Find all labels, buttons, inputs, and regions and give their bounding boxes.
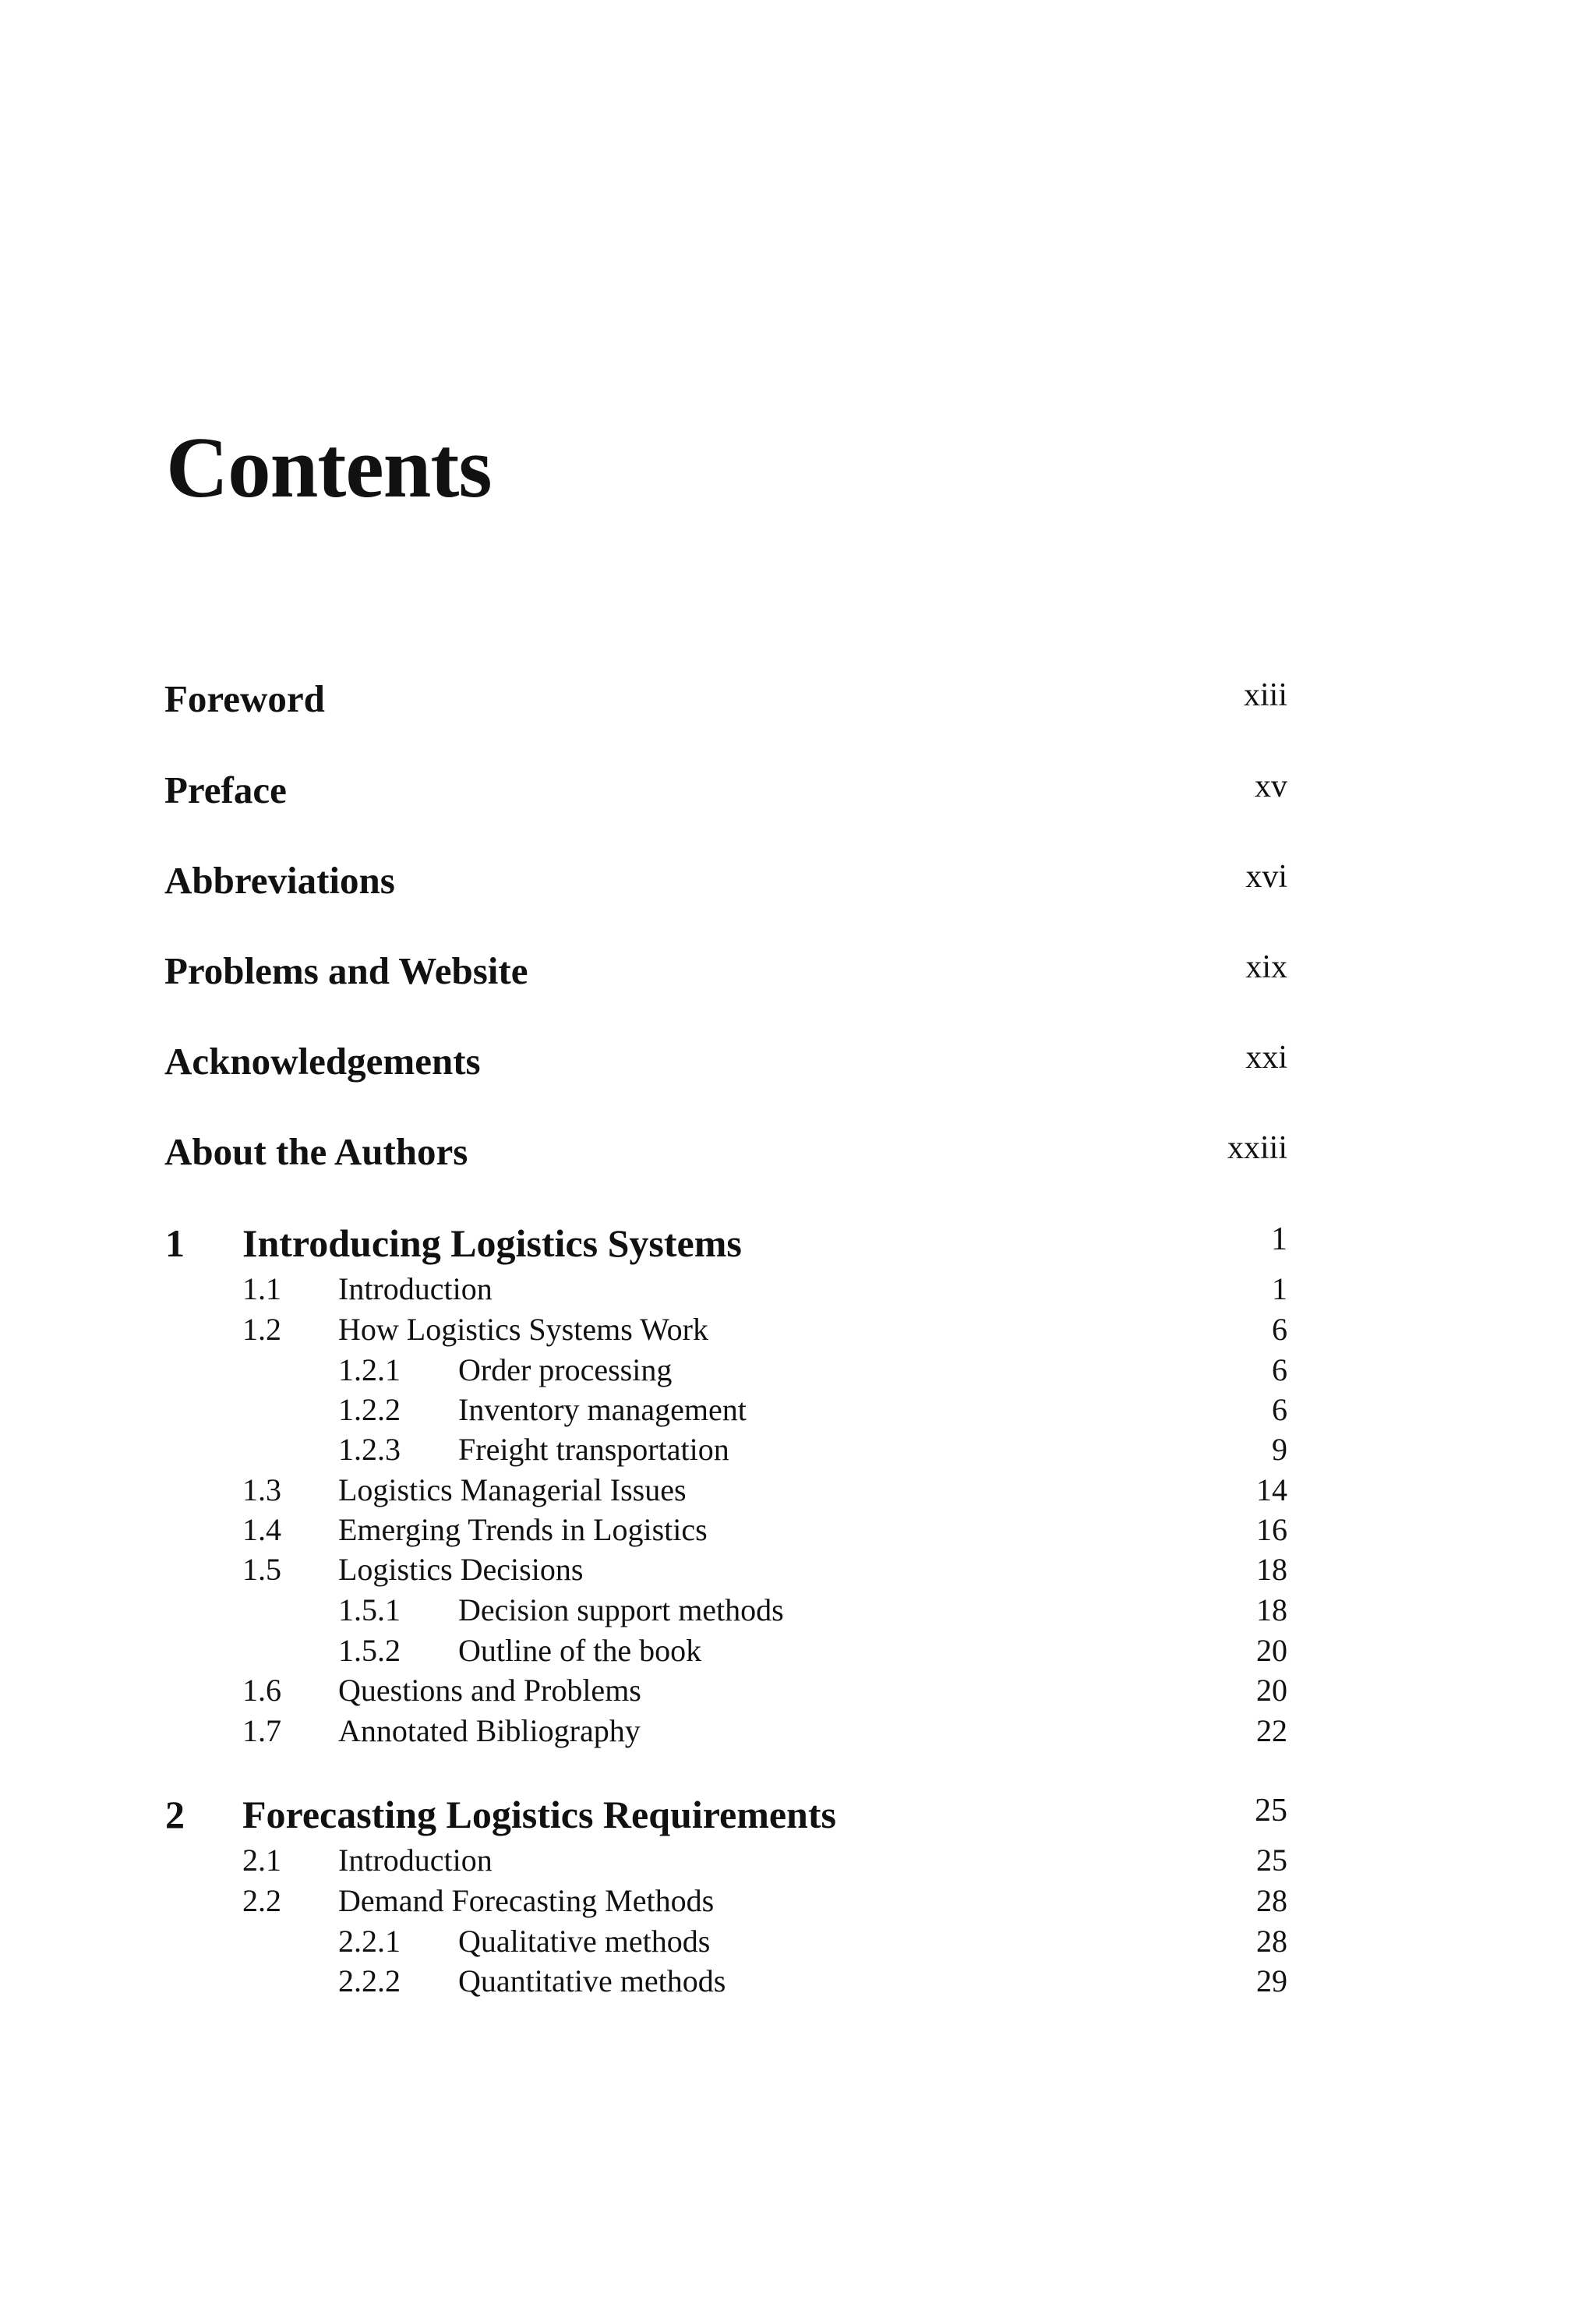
toc-section-title: How Logistics Systems Work bbox=[338, 1312, 708, 1347]
toc-section-title: Introduction bbox=[338, 1271, 493, 1306]
toc-page-number: 18 bbox=[1256, 1592, 1287, 1627]
toc-page-number: xxiii bbox=[1227, 1130, 1287, 1166]
toc-section-title: Logistics Decisions bbox=[338, 1552, 584, 1587]
toc-subsection-number: 2.2.1 bbox=[338, 1924, 401, 1959]
toc-page-number: 22 bbox=[1256, 1713, 1287, 1748]
toc-section-title: Annotated Bibliography bbox=[338, 1713, 641, 1748]
toc-subsection-number: 1.2.3 bbox=[338, 1432, 401, 1467]
toc-page-number: xxi bbox=[1245, 1040, 1287, 1076]
toc-section-number: 1.7 bbox=[242, 1713, 281, 1748]
toc-subsection-number: 1.2.1 bbox=[338, 1352, 401, 1387]
toc-section-number: 1.6 bbox=[242, 1673, 281, 1708]
toc-subsection-number: 2.2.2 bbox=[338, 1963, 401, 1998]
toc-page-number: 20 bbox=[1256, 1633, 1287, 1668]
toc-section-number: 1.1 bbox=[242, 1271, 281, 1306]
toc-chapter-number: 1 bbox=[165, 1221, 185, 1265]
toc-entry-title: About the Authors bbox=[164, 1130, 468, 1173]
page-title: Contents bbox=[166, 420, 492, 516]
toc-page-number: 18 bbox=[1256, 1552, 1287, 1587]
toc-section-number: 2.1 bbox=[242, 1843, 281, 1878]
toc-chapter-title: Introducing Logistics Systems bbox=[242, 1221, 742, 1265]
toc-page-number: xv bbox=[1255, 769, 1287, 804]
toc-page-number: 6 bbox=[1272, 1312, 1287, 1347]
toc-subsection-title: Outline of the book bbox=[458, 1633, 702, 1668]
toc-section-title: Demand Forecasting Methods bbox=[338, 1883, 715, 1918]
toc-subsection-title: Quantitative methods bbox=[458, 1963, 726, 1998]
toc-subsection-number: 1.5.2 bbox=[338, 1633, 401, 1668]
toc-subsection-number: 1.2.2 bbox=[338, 1392, 401, 1427]
toc-subsection-title: Freight transportation bbox=[458, 1432, 729, 1467]
toc-page-number: 14 bbox=[1256, 1472, 1287, 1507]
toc-page-number: 6 bbox=[1272, 1352, 1287, 1387]
toc-page-number: 20 bbox=[1256, 1673, 1287, 1708]
toc-page-number: 16 bbox=[1256, 1512, 1287, 1547]
toc-subsection-title: Decision support methods bbox=[458, 1592, 784, 1627]
toc-page-number: xiii bbox=[1243, 677, 1287, 713]
toc-page-number: 25 bbox=[1256, 1843, 1287, 1878]
toc-entry-title: Abbreviations bbox=[164, 859, 395, 902]
toc-page-number: 6 bbox=[1272, 1392, 1287, 1427]
toc-section-title: Introduction bbox=[338, 1843, 493, 1878]
toc-chapter-title: Forecasting Logistics Requirements bbox=[242, 1793, 836, 1836]
toc-chapter-number: 2 bbox=[165, 1793, 185, 1836]
toc-page-number: 1 bbox=[1271, 1221, 1287, 1257]
toc-section-number: 1.5 bbox=[242, 1552, 281, 1587]
toc-section-title: Questions and Problems bbox=[338, 1673, 641, 1708]
toc-page-number: 28 bbox=[1256, 1924, 1287, 1959]
toc-subsection-title: Order processing bbox=[458, 1352, 673, 1387]
toc-section-title: Logistics Managerial Issues bbox=[338, 1472, 687, 1507]
toc-section-number: 1.2 bbox=[242, 1312, 281, 1347]
toc-page-number: 1 bbox=[1272, 1271, 1287, 1306]
toc-section-number: 1.4 bbox=[242, 1512, 281, 1547]
toc-page-number: 25 bbox=[1255, 1793, 1287, 1829]
toc-section-title: Emerging Trends in Logistics bbox=[338, 1512, 708, 1547]
toc-page-number: xix bbox=[1245, 949, 1287, 985]
toc-page-number: 28 bbox=[1256, 1883, 1287, 1918]
toc-page-number: 29 bbox=[1256, 1963, 1287, 1998]
toc-page-number: xvi bbox=[1245, 859, 1287, 895]
toc-entry-title: Foreword bbox=[164, 677, 325, 720]
toc-subsection-title: Qualitative methods bbox=[458, 1924, 711, 1959]
toc-entry-title: Problems and Website bbox=[164, 949, 528, 992]
toc-page-number: 9 bbox=[1272, 1432, 1287, 1467]
toc-entry-title: Preface bbox=[164, 769, 287, 811]
toc-subsection-title: Inventory management bbox=[458, 1392, 747, 1427]
toc-subsection-number: 1.5.1 bbox=[338, 1592, 401, 1627]
toc-section-number: 2.2 bbox=[242, 1883, 281, 1918]
toc-entry-title: Acknowledgements bbox=[164, 1040, 481, 1083]
toc-section-number: 1.3 bbox=[242, 1472, 281, 1507]
